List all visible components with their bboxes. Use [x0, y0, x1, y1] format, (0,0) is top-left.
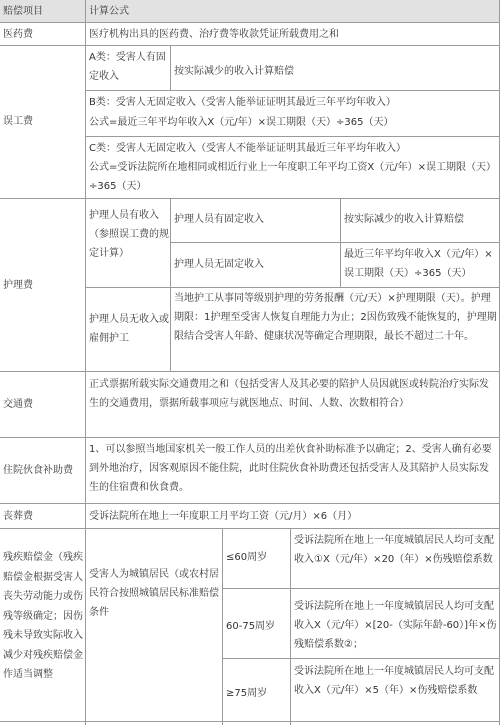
lost-work-a-formula: 按实际减少的收入计算赔偿 [174, 66, 294, 77]
nursing-fixed-formula: 按实际减少的收入计算赔偿 [344, 214, 464, 225]
nursing-nofixed-label: 护理人员无固定收入 [174, 259, 264, 270]
lost-work-b-formula: 公式=最近三年平均年收入X（元/年）×误工期限（天）÷365（天） [89, 117, 394, 128]
nursing-noincome-formula: 当地护工从事同等级别护理的劳务报酬（元/天）×护理期限（天）。护理期限：1护理至受害人恢复自理能力为止；2因伤致残不能恢复的，护理期限结合受害人年龄、健康状况等确定合理期限，最长不超过二十年。 [174, 293, 497, 342]
lost-work-c-label: C类：受害人无固定收入（受害人不能举证证明其最近三年平均年收入） [89, 143, 406, 154]
col-divider [290, 528, 291, 725]
disability-age-2: 60-75周岁 [226, 621, 276, 632]
row-divider [0, 503, 500, 504]
medical-item: 医药费 [3, 29, 33, 40]
row-divider [85, 136, 500, 137]
col-divider [340, 198, 341, 287]
disability-formula-1: 受诉法院所在地上一年度城镇居民人均可支配收入①X（元/年）×20（年）×伤残赔偿系数 [294, 535, 494, 565]
row-divider [222, 658, 500, 659]
transport-item: 交通费 [3, 399, 33, 410]
lost-work-a-label: A类：受害人有固定收入 [89, 52, 166, 82]
row-divider [222, 588, 500, 589]
nursing-income-label: 护理人员有收入（参照误工费的规定计算） [89, 210, 169, 259]
row-divider [0, 45, 500, 46]
nursing-fixed-label: 护理人员有固定收入 [174, 214, 264, 225]
disability-age-1: ≤60周岁 [226, 552, 268, 563]
col-divider [85, 0, 86, 725]
lost-work-c-formula: 公式=受诉法院所在地相同或相近行业上一年度职工年平均工资X（元/年）×误工期限（天）÷365（天） [89, 162, 491, 192]
row-divider [170, 242, 500, 243]
row-divider [0, 528, 500, 529]
hospital-food-item: 住院伙食补助费 [3, 465, 73, 476]
medical-formula: 医疗机构出具的医药费、治疗费等收款凭证所载费用之和 [89, 29, 339, 40]
col-divider [222, 528, 223, 725]
transport-formula: 正式票据所载实际交通费用之和（包括受害人及其必要的陪护人员因就医或转院治疗实际发生的交通费用，票据所载事项应与就医地点、时间、人数、次数相符合） [89, 379, 489, 409]
disability-urban-label: 受害人为城镇居民（或农村居民符合按照城镇居民标准赔偿条件 [89, 569, 219, 618]
col-divider [170, 198, 171, 371]
table-header-row [0, 0, 500, 22]
disability-formula-3: 受诉法院所在地上一年度城镇居民人均可支配收入X（元/年）×5（年）×伤残赔偿系数 [294, 666, 494, 696]
nursing-nofixed-formula: 最近三年平均年收入X（元/年）×误工期限（天）÷365（天） [344, 249, 493, 279]
header-item-label: 赔偿项目 [3, 6, 43, 17]
header-formula-label: 计算公式 [89, 6, 129, 17]
row-divider [0, 721, 500, 722]
disability-item: 残疾赔偿金（残疾赔偿金根据受害人丧失劳动能力或伤残等级确定；因伤残未导致实际收入减少对残疾赔偿金作适当调整 [3, 552, 83, 680]
disability-age-3: ≥75周岁 [226, 688, 268, 699]
row-divider [85, 287, 500, 288]
row-divider [0, 437, 500, 438]
lost-work-item: 误工费 [3, 116, 33, 127]
col-divider [170, 45, 171, 90]
nursing-item: 护理费 [3, 280, 33, 291]
funeral-item: 丧葬费 [3, 511, 33, 522]
disability-formula-2: 受诉法院所在地上一年度城镇居民人均可支配收入X（元/年）×[20-（实际年龄-60）]年×伤残赔偿系数②； [294, 601, 497, 650]
row-divider [0, 198, 500, 199]
lost-work-b-label: B类：受害人无固定收入（受害人能举证证明其最近三年平均年收入） [89, 97, 396, 108]
row-divider [85, 90, 500, 91]
funeral-formula: 受诉法院所在地上一年度职工月平均工资（元/月）×6（月） [89, 511, 358, 522]
row-divider [0, 22, 500, 23]
row-divider [0, 371, 500, 372]
nursing-noincome-label: 护理人员无收入或雇佣护工 [89, 314, 169, 344]
hospital-food-formula: 1、可以参照当地国家机关一般工作人员的出差伙食补助标准予以确定；2、受害人确有必要到外地治疗，因客观原因不能住院，此时住院伙食补助费还包括受害人及其陪护人员实际发生的住宿费和伙食费。 [89, 444, 492, 493]
